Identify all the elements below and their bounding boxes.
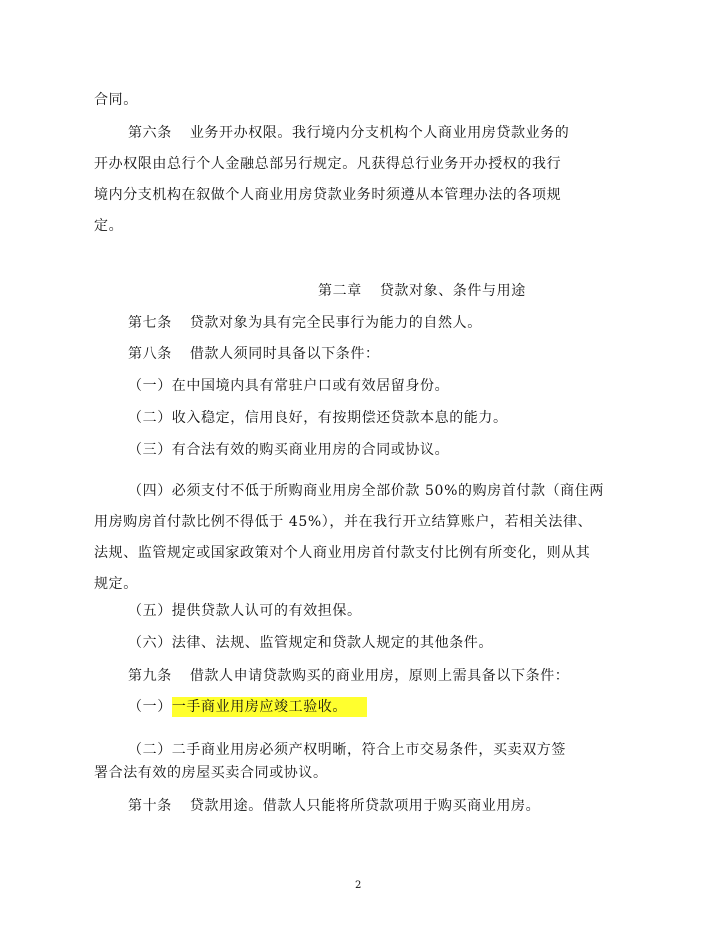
list-item: （二）收入稳定，信用良好，有按期偿还贷款本息的能力。 [128,410,508,426]
list-item: （一）在中国境内具有常驻户口或有效居留身份。 [128,378,450,394]
list-item: （二）二手商业用房必须产权明晰，符合上市交易条件，买卖双方签 [128,742,566,758]
paragraph-line: 合同。 [94,92,138,108]
chapter-heading [318,282,526,300]
list-item: （五）提供贷款人认可的有效担保。 [128,603,362,619]
article-text: 借款人须同时具备以下条件： [189,346,380,362]
article-text: 贷款对象为具有完全民事行为能力的自然人。 [189,315,482,331]
paragraph-line: 署合法有效的房屋买卖合同或协议。 [94,765,328,781]
list-marker: （一） [128,699,172,715]
article-label: 第七条 [128,315,172,331]
highlighted-text: 一手商业用房应竣工验收。 [172,697,367,717]
article-text: 借款人申请贷款购买的商业用房，原则上需具备以下条件： [189,668,570,684]
paragraph-line: 法规、监管规定或国家政策对个人商业用房首付款支付比例有所变化，则从其 [94,545,591,561]
page-number: 2 [355,880,362,891]
list-item: （六）法律、法规、监管规定和贷款人规定的其他条件。 [128,635,493,651]
chapter-title: 贷款对象、条件与用途 [379,283,526,299]
list-item: （三）有合法有效的购买商业用房的合同或协议。 [128,442,450,458]
paragraph-line: 境内分支机构在叙做个人商业用房贷款业务时须遵从本管理办法的各项规 [94,187,562,203]
chapter-label: 第二章 [318,283,362,299]
article-10-line [128,797,540,815]
article-7-line [128,314,482,332]
article-8-line [128,345,380,363]
list-item [128,698,367,716]
paragraph-line: 用房购房首付款比例不得低于 45%），并在我行开立结算账户，若相关法律、 [94,514,593,530]
article-label: 第八条 [128,346,172,362]
article-label: 第十条 [128,798,172,814]
list-item: （四）必须支付不低于所购商业用房全部价款 50%的购房首付款（商住两 [128,483,604,499]
article-label: 第九条 [128,668,172,684]
paragraph-line: 规定。 [94,576,138,592]
paragraph-line: 定。 [94,218,124,234]
paragraph-line: 开办权限由总行个人金融总部另行规定。凡获得总行业务开办授权的我行 [94,156,562,172]
article-9-line [128,667,569,685]
article-6-line [128,124,569,142]
article-text: 贷款用途。借款人只能将所贷款项用于购买商业用房。 [189,798,541,814]
article-text: 业务开办权限。我行境内分支机构个人商业用房贷款业务的 [189,125,570,141]
article-label: 第六条 [128,125,172,141]
